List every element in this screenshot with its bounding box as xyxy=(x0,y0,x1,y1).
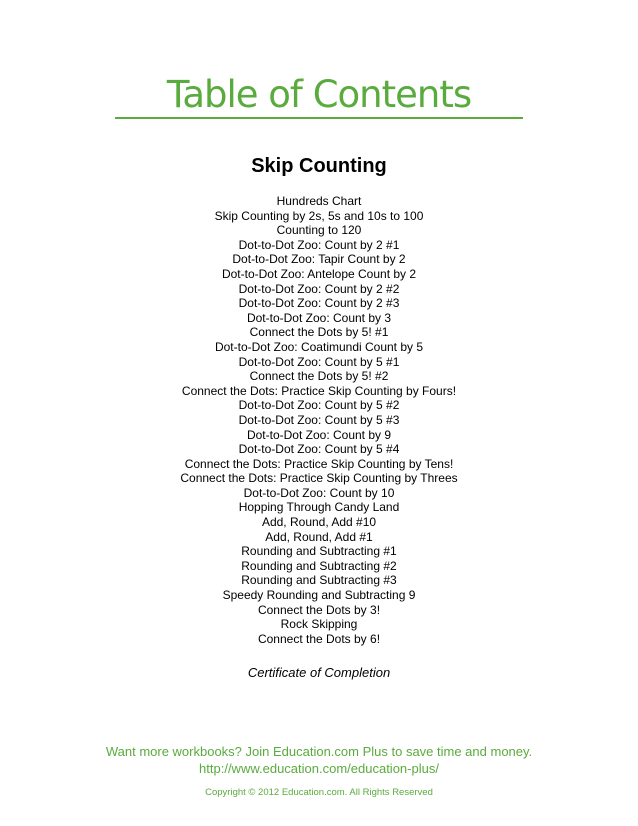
toc-item: Hopping Through Candy Land xyxy=(238,500,400,515)
toc-item: Hundreds Chart xyxy=(276,194,362,208)
toc-item: Connect the Dots: Practice Skip Counting by Threes xyxy=(180,471,458,486)
toc-item: Add, Round, Add #10 xyxy=(261,515,377,530)
toc-item: Add, Round, Add #1 xyxy=(265,529,373,544)
toc-list xyxy=(0,194,638,646)
toc-item: Dot-to-Dot Zoo: Count by 5 #2 xyxy=(238,398,400,413)
toc-item: Dot-to-Dot Zoo: Count by 2 #1 xyxy=(238,237,400,252)
toc-item: Dot-to-Dot Zoo: Count by 10 xyxy=(243,485,395,500)
toc-item: Rounding and Subtracting #3 xyxy=(241,573,397,588)
title-underline xyxy=(115,117,523,119)
toc-item: Dot-to-Dot Zoo: Count by 5 #3 xyxy=(238,412,400,427)
page-title: Table of Contents xyxy=(166,73,472,116)
toc-item: Dot-to-Dot Zoo: Count by 5 #1 xyxy=(238,354,400,369)
toc-item: Skip Counting by 2s, 5s and 10s to 100 xyxy=(214,208,424,223)
toc-item: Connect the Dots by 3! xyxy=(257,602,381,617)
toc-item: Connect the Dots by 5! #2 xyxy=(249,369,389,384)
toc-item: Dot-to-Dot Zoo: Count by 2 #3 xyxy=(238,296,400,311)
certificate-entry: Certificate of Completion xyxy=(247,665,391,680)
toc-item: Dot-to-Dot Zoo: Count by 9 xyxy=(246,427,392,442)
toc-item: Connect the Dots by 5! #1 xyxy=(249,325,389,340)
promo-text: Want more workbooks? Join Education.com Plus to save time and money. xyxy=(105,744,533,759)
toc-item: Rounding and Subtracting #1 xyxy=(241,544,397,559)
toc-item: Dot-to-Dot Zoo: Count by 5 #4 xyxy=(238,442,400,457)
promo-block xyxy=(0,743,638,777)
toc-item: Counting to 120 xyxy=(276,223,362,238)
toc-item: Rounding and Subtracting #2 xyxy=(241,558,397,573)
toc-item: Connect the Dots by 6! xyxy=(257,631,381,646)
section-heading: Skip Counting xyxy=(251,155,387,177)
copyright-notice: Copyright © 2012 Education.com. All Rights Reserved xyxy=(205,787,433,798)
toc-item: Connect the Dots: Practice Skip Counting by Fours! xyxy=(181,383,457,398)
toc-item: Rock Skipping xyxy=(280,617,358,632)
toc-item: Dot-to-Dot Zoo: Count by 2 #2 xyxy=(238,281,400,296)
toc-item: Dot-to-Dot Zoo: Antelope Count by 2 xyxy=(221,266,417,281)
toc-item: Dot-to-Dot Zoo: Tapir Count by 2 xyxy=(232,252,406,267)
toc-item: Dot-to-Dot Zoo: Coatimundi Count by 5 xyxy=(214,339,424,354)
toc-item: Connect the Dots: Practice Skip Counting by Tens! xyxy=(184,456,454,471)
promo-link[interactable]: http://www.education.com/education-plus/ xyxy=(199,761,439,776)
toc-item: Dot-to-Dot Zoo: Count by 3 xyxy=(246,310,392,325)
toc-item: Speedy Rounding and Subtracting 9 xyxy=(222,588,416,603)
